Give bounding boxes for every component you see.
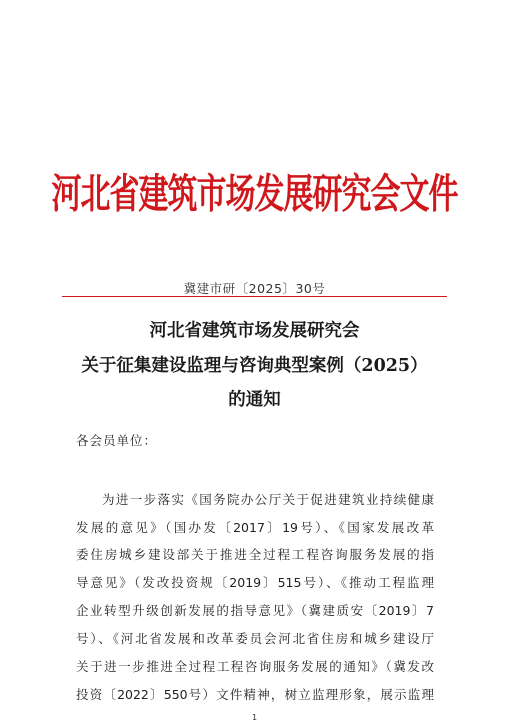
body-line: 投资〔2022〕550号）文件精神，树立监理形象，展示监理 [76,687,434,702]
red-divider [62,296,447,297]
title-line-1: 河北省建筑市场发展研究会 [149,321,360,341]
issuer-header: 河北省建筑市场发展研究会文件 [51,170,458,219]
title-line-3: 的通知 [228,390,281,410]
body-line: 导意见》（发改投资规〔2019〕515号）、《推动工程监理 [76,575,434,590]
body-line: 委住房城乡建设部关于推进全过程工程咨询服务发展的指 [76,547,434,562]
document-number: 冀建市研〔2025〕30号 [183,281,326,296]
body-line: 为进一步落实《国务院办公厅关于促进建筑业持续健康 [102,492,434,507]
body-line: 号）、《河北省发展和改革委员会河北省住房和城乡建设厅 [76,631,434,646]
page-number: 1 [251,713,258,722]
title-line-2: 关于征集建设监理与咨询典型案例（2025） [81,356,428,376]
salutation: 各会员单位： [76,433,158,448]
body-line: 企业转型升级创新发展的指导意见》（冀建质安〔2019〕7 [76,603,434,618]
body-line: 发展的意见》（国办发〔2017〕19号）、《国家发展改革 [76,520,434,535]
body-line: 关于进一步推进全过程工程咨询服务发展的通知》（冀发改 [76,659,434,674]
